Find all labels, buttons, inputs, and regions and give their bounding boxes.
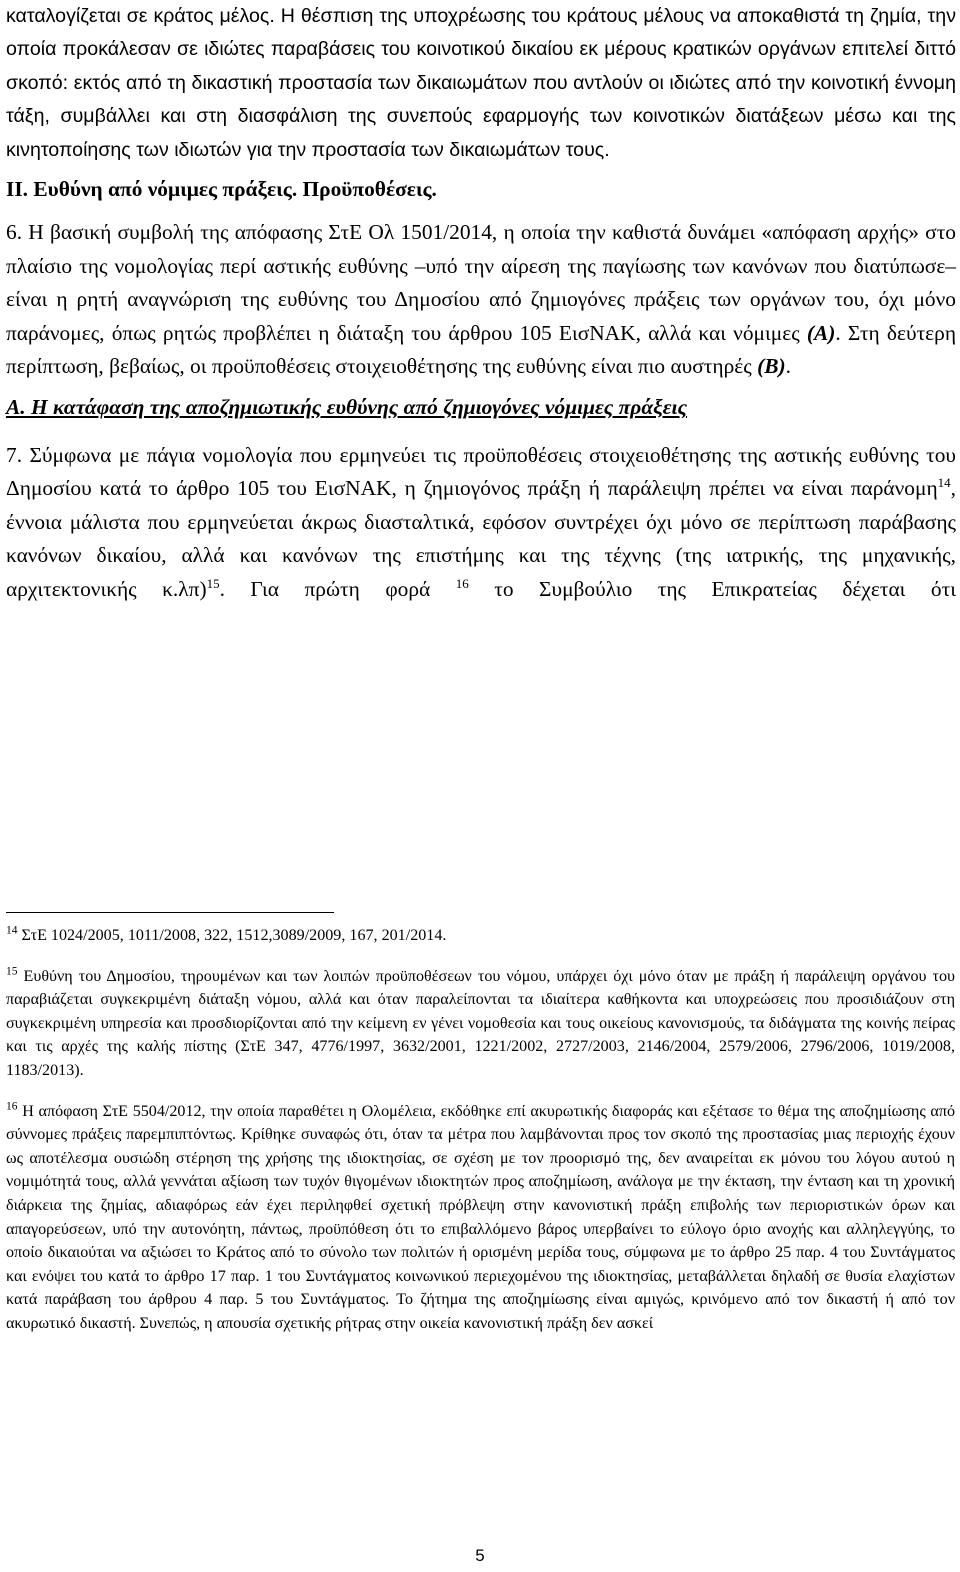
- spacer: [6, 383, 956, 391]
- paragraph-7-text-3: . Για πρώτη φορά: [219, 576, 431, 601]
- paragraph-6-text-mid: . Στη δεύτερη περίπτωση, βεβαίως, οι προϋποθέσεις στοιχειοθέτησης της ευθύνης είναι πιο αυστηρές: [6, 320, 957, 379]
- marker-a: (Α): [806, 320, 836, 345]
- main-body: [6, 0, 956, 606]
- footnote-text: ΣτΕ 1024/2005, 1011/2008, 322, 1512,3089/2009, 167, 201/2014.: [17, 927, 447, 944]
- footnote-14: [6, 924, 955, 948]
- footnote-number: 15: [6, 965, 18, 978]
- paragraph-6-text: 6. Η βασική συμβολή της απόφασης ΣτΕ Ολ 1501/2014, η οποία την καθιστά δυνάμει «απόφαση αρχής» στο πλαίσιο της νομολογίας περί αστικής ευθύνης –υπό την αίρεση της παγίωσης των κανόνων που διατύπωσε– είναι η ρητή αναγνώριση της ευθύνης του Δημοσίου από ζημιογόνες πράξεις των οργάνων του, όχι μόνο παράνομες, όπως ρητώς προβλέπει η διάταξη του άρθρου 105 ΕισΝΑΚ, αλλά και νόμιμες: [6, 220, 956, 345]
- footnote-16: [6, 1100, 955, 1336]
- footnote-text: Ευθύνη του Δημοσίου, τηρουμένων και των λοιπών προϋποθέσεων του νόμου, υπάρχει όχι μόνο όταν με πράξη ή παράλειψη οργάνου του παραβιάζεται συγκεκριμένη διάταξη νόμου, αλλά και όταν παραλείπονται τα ιδιαίτερα καθήκοντα και υποχρεώσεις που προσιδιάζουν στη συγκεκριμένη υπηρεσία και προσδιορίζονται από την κείμενη εν γένει νομοθεσία και τους οικείους κανονισμούς, τα διδάγματα της κοινής πείρας και τις αρχές της καλής πίστης (ΣτΕ 347, 4776/1997, 3632/2001, 1221/2002, 2727/2003, 2146/2004, 2579/2006, 2796/2006, 1019/2008, 1183/2013).: [6, 967, 955, 1079]
- footnote-ref-14[interactable]: 14: [937, 475, 951, 491]
- footnote-text: Η απόφαση ΣτΕ 5504/2012, την οποία παραθέτει η Ολομέλεια, εκδόθηκε επί ακυρωτικής διαφοράς και εξέτασε το θέμα της αποζημίωσης από σύννομες πράξεις παρεμπιπτόντως. Κρίθηκε συναφώς ότι, όταν τα μέτρα που λαμβάνονται προς τον σκοπό της προστασίας μιας περιοχής έχουν ως αποτέλεσμα ουσιώδη στέρηση της χρήσης της ιδιοκτησίας, σε σχέση με τον προορισμό της, δεν αναιρείται εκ μόνου του λόγου αυτού η νομιμότητά τους, αλλά γεννάται αξίωση των τυχόν θιγομένων ιδιοκτητών προς αποζημίωση, ανάλογα με την έκταση, την ένταση και τη χρονική διάρκεια της ζημίας, αδιαφόρως εάν έχει περιληφθεί σχετική πρόβλεψη στην κανονιστική πράξη επιβολής των περιοριστικών όρων και απαγορεύσεων, υπό την αυτονόητη, πάντως, προϋπόθεση ότι το επιβαλλόμενο βάρος υπερβαίνει το εύλογο όριο ανοχής και αλληλεγγύης, το οποίο δικαιούται να αξιώσει το Κράτος από το σύνολο των πολιτών ή ορισμένη μερίδα τους, σύμφωνα με το άρθρο 25 παρ. 4 του Συντάγματος και ενόψει του κατά το άρθρο 17 παρ. 1 του Συντάγματος κοινωνικού περιεχομένου της ιδιοκτησίας, μεταβάλλεται δηλαδή σε θυσία ελαχίστων κατά παράβαση του άρθρου 4 παρ. 5 του Συντάγματος. Το ζήτημα της αποζημίωσης είναι αμιγώς, κρινόμενο από τον δικαστή ή από τον ακυρωτικό δικαστή. Συνεπώς, η απουσία σχετικής ρήτρας στην οικεία κανονιστική πράξη δεν ασκεί: [6, 1102, 955, 1332]
- paragraph-7-text-4: το Συμβούλιο της Επικρατείας δέχεται ότι: [468, 576, 956, 601]
- spacer: [6, 206, 956, 216]
- document-page: [6, 0, 956, 606]
- paragraph-7-text-2: , έννοια μάλιστα που ερμηνεύεται άκρως διασταλτικά, εφόσον συντρέχει όχι μόνο σε περίπτωση παράβασης κανόνων δικαίου, αλλά και κανόνων της επιστήμης και της τέχνης (της ιατρικής, της μηχανικής, αρχιτεκτονικής κ.λπ): [6, 476, 956, 601]
- footnote-number: 16: [6, 1100, 18, 1113]
- marker-b: (Β): [757, 354, 786, 379]
- footnote-ref-15[interactable]: 15: [206, 575, 220, 591]
- paragraph-7-text-1: 7. Σύμφωνα με πάγια νομολογία που ερμηνεύει τις προϋποθέσεις στοιχειοθέτησης της αστικής ευθύνης του Δημοσίου κατά το άρθρο 105 του ΕισΝΑΚ, η ζημιογόνος πράξη ή παράλειψη πρέπει να είναι παράνομη: [6, 442, 956, 501]
- footnotes: [6, 924, 955, 1353]
- paragraph-6-end: .: [785, 354, 791, 379]
- subsection-heading-a: Α. Η κατάφαση της αποζημιωτικής ευθύνης από ζημιογόνες νόμιμες πράξεις: [6, 395, 688, 420]
- page-number: 5: [475, 1546, 485, 1565]
- footnote-ref-16[interactable]: 16: [455, 575, 469, 591]
- paragraph-7: [6, 439, 956, 606]
- paragraph-6: [6, 216, 956, 383]
- section-heading-ii: ΙΙ. Ευθύνη από νόμιμες πράξεις. Προϋποθέσεις.: [6, 177, 437, 202]
- spacer: [6, 425, 956, 439]
- footnote-number: 14: [6, 924, 18, 937]
- footnote-separator: [6, 912, 334, 913]
- footnote-15: [6, 965, 955, 1083]
- intro-paragraph: καταλογίζεται σε κράτος μέλος. Η θέσπιση της υποχρέωσης του κράτους μέλους να αποκαθιστά τη ζημία, την οποία προκάλεσαν σε ιδιώτες παραβάσεις του κοινοτικού δικαίου εκ μέρους κρατικών οργάνων επιτελεί διττό σκοπό: εκτός από τη δικαστική προστασία των δικαιωμάτων που αντλούν οι ιδιώτες από την κοινοτική έννομη τάξη, συμβάλλει και στη διασφάλιση της συνεπούς εφαρμογής των κοινοτικών διατάξεων μέσω και της κινητοποίησης των ιδιωτών για την προστασία των δικαιωμάτων τους.: [6, 5, 956, 161]
